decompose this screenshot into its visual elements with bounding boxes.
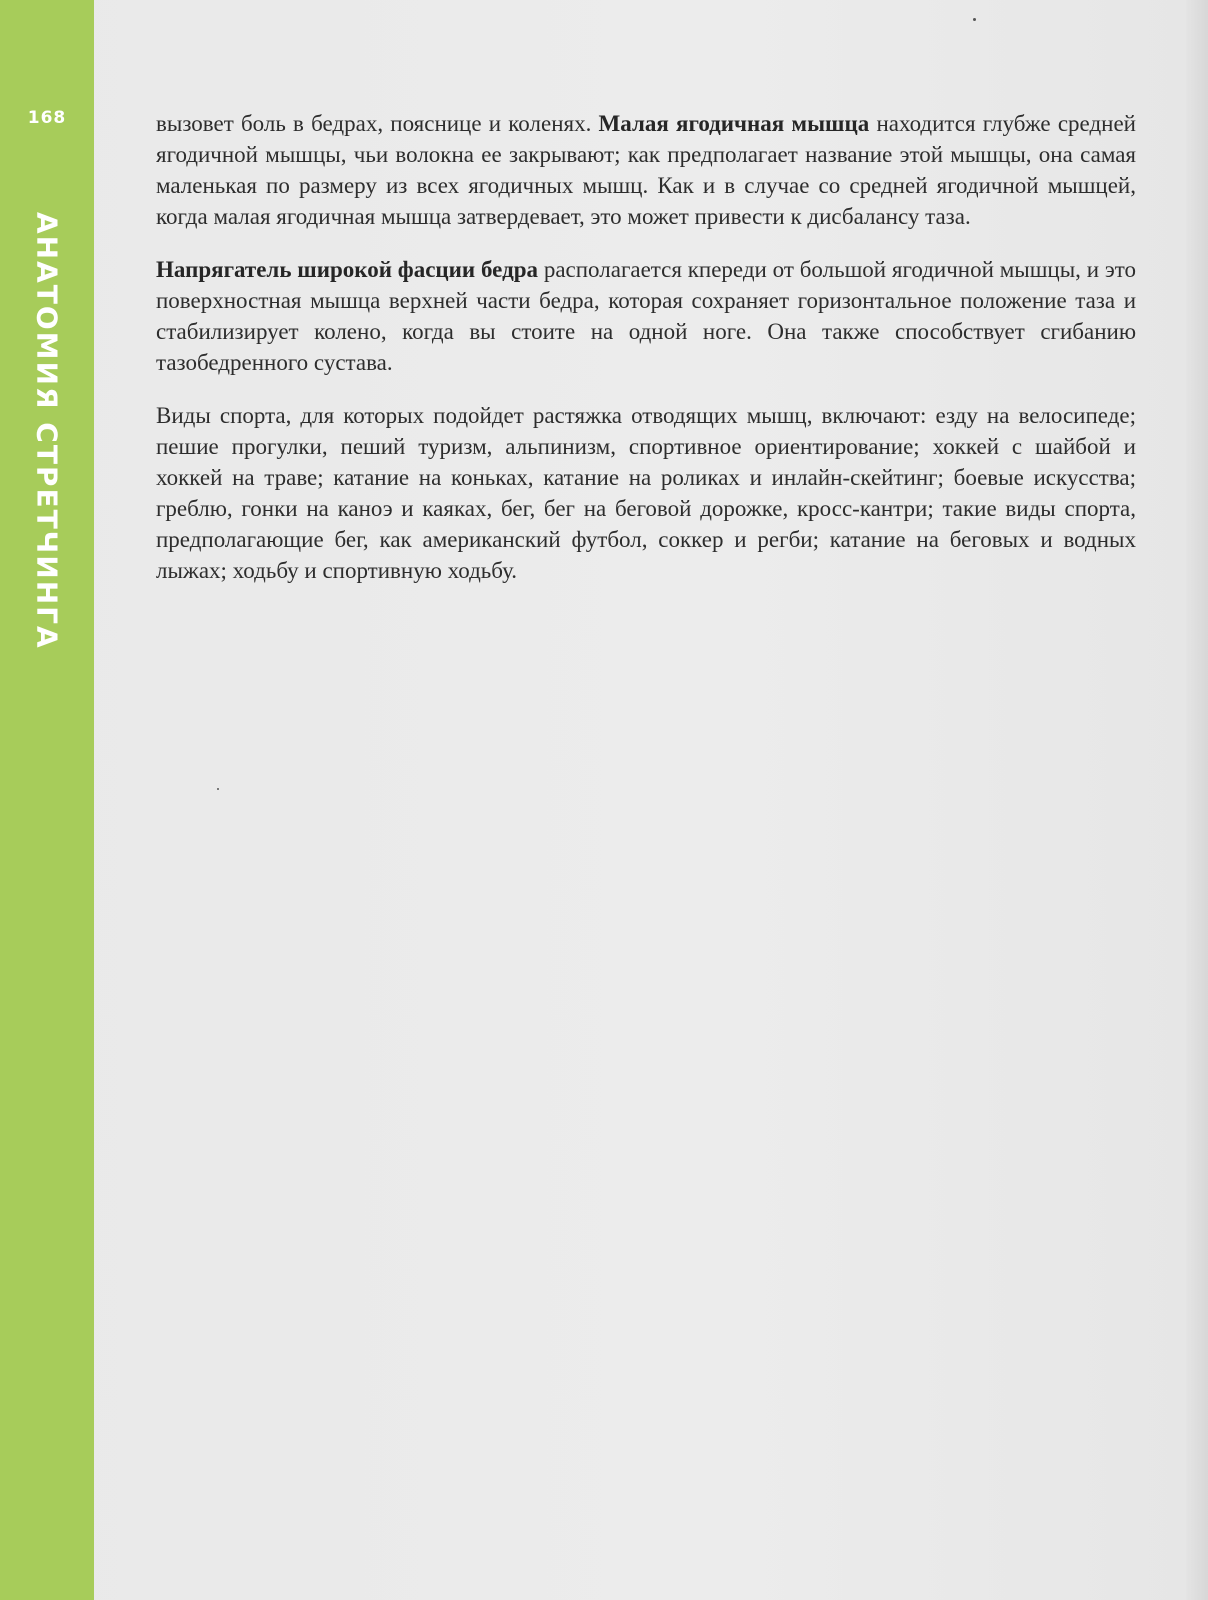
paragraph-text: располагается кпереди от большой ягодичной мышцы, и это поверхностная мышца верхней части бедра, которая сохраняет горизонтальное положение таза и стабилизирует колено, когда вы стоите на одной ноге. Она также способствует сгибанию тазобедренного сустава. — [156, 257, 1136, 375]
paragraph — [156, 254, 1136, 378]
page-edge-shadow — [1186, 0, 1208, 1600]
muscle-term: Малая ягодичная мышца — [598, 111, 870, 136]
paragraph-text: Виды спорта, для которых подойдет растяжка отводящих мышц, включают: езду на велосипеде; пешие прогулки, пеший туризм, альпинизм, спортивное ориентирование; хоккей с шайбой и хоккей на траве; катание на коньках, катание на роликах и инлайн-скейтинг; боевые искусства; греблю, гонки на каноэ и каяках, бег, бег на беговой дорожке, кросс-кантри; такие виды спорта, предполагающие бег, как американский футбол, соккер и регби; катание на беговых и водных лыжах; ходьбу и спортивную ходьбу. — [156, 403, 1136, 583]
running-title: АНАТОМИЯ СТРЕТЧИНГА — [30, 212, 64, 650]
print-speck — [217, 788, 219, 790]
body-text — [156, 108, 1136, 608]
paragraph — [156, 108, 1136, 232]
paragraph-lead: вызовет боль в бедрах, пояснице и коленях. — [156, 111, 599, 136]
side-strip — [0, 0, 94, 1600]
muscle-term: Напрягатель широкой фасции бедра — [156, 257, 539, 282]
paragraph-text: находится глубже средней ягодичной мышцы, чьи волокна ее закрывают; как предполагает название этой мышцы, она самая маленькая по размеру из всех ягодичных мышц. Как и в случае со средней ягодичной мышцей, когда малая ягодичная мышца затвердевает, это может привести к дисбалансу таза. — [156, 111, 1136, 229]
print-speck — [973, 18, 976, 21]
page-number: 168 — [27, 108, 67, 128]
paragraph — [156, 400, 1136, 586]
